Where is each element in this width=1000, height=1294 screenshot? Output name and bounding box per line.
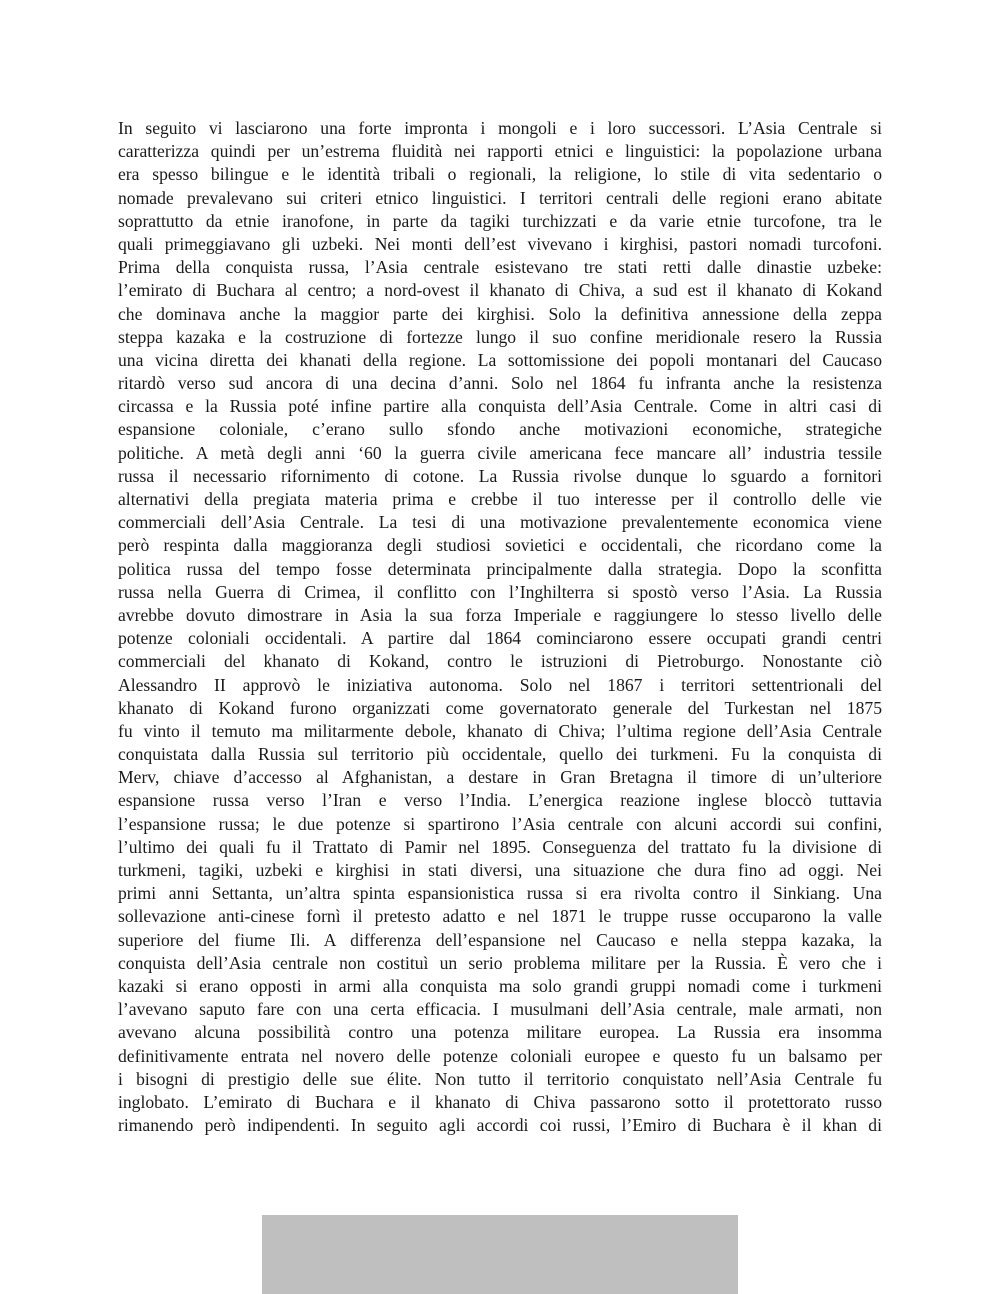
text-line: che dominava anche la maggior parte dei kirghisi. Solo la definitiva annessione della zeppa — [118, 303, 882, 324]
text-line: circassa e la Russia poté infine partire alla conquista dell’Asia Centrale. Come in altri casi di — [118, 396, 882, 417]
text-line: l’ultimo dei quali fu il Trattato di Pamir nel 1895. Conseguenza del trattato fu la divisione di — [118, 836, 882, 857]
text-line: soprattutto da etnie iranofone, in parte da tagiki turchizzati e da varie etnie turcofone, tra le — [118, 210, 882, 231]
text-line: era spesso bilingue e le identità tribali o regionali, la religione, lo stile di vita sedentario o — [118, 164, 882, 185]
footer-gray-box — [262, 1215, 738, 1294]
text-line: potenze coloniali occidentali. A partire dal 1864 cominciarono essere occupati grandi centri — [118, 628, 882, 649]
text-line: espansione coloniale, c’erano sullo sfondo anche motivazioni economiche, strategiche — [118, 419, 882, 440]
text-line: politica russa del tempo fosse determinata principalmente dalla strategia. Dopo la sconfitta — [118, 558, 882, 579]
text-line: una vicina diretta dei khanati della regione. La sottomissione dei popoli montanari del Caucaso — [118, 349, 882, 370]
body-paragraph — [118, 117, 882, 1137]
text-line: steppa kazaka e la costruzione di fortezze lungo il suo confine meridionale resero la Russia — [118, 326, 882, 347]
text-line: Merv, chiave d’accesso al Afghanistan, a destare in Gran Bretagna il timore di un’ulteriore — [118, 767, 882, 788]
text-line: caratterizza quindi per un’estrema fluidità nei rapporti etnici e linguistici: la popolazione urbana — [118, 141, 882, 162]
text-line: commerciali dell’Asia Centrale. La tesi di una motivazione prevalentemente economica viene — [118, 512, 882, 533]
text-line: russa il necessario rifornimento di cotone. La Russia rivolse dunque lo sguardo a fornitori — [118, 465, 882, 486]
text-line: conquistata dalla Russia sul territorio più occidentale, quello dei turkmeni. Fu la conquista di — [118, 744, 882, 765]
text-line: i bisogni di prestigio delle sue élite. Non tutto il territorio conquistato nell’Asia Centrale fu — [118, 1068, 882, 1089]
text-line: superiore del fiume Ili. A differenza dell’espansione nel Caucaso e nella steppa kazaka, la — [118, 929, 882, 950]
text-line: turkmeni, tagiki, uzbeki e kirghisi in stati diversi, una situazione che dura fino ad oggi. Nei — [118, 860, 882, 880]
text-line: avevano alcuna possibilità contro una potenza militare europea. La Russia era insomma — [118, 1022, 882, 1043]
text-line: conquista dell’Asia centrale non costituì un serio problema militare per la Russia. È vero che i — [118, 952, 882, 973]
text-line: l’avevano saputo fare con una certa efficacia. I musulmani dell’Asia centrale, male armati, non — [118, 999, 882, 1020]
text-line: russa nella Guerra di Crimea, il conflitto con l’Inghilterra si spostò verso l’Asia. La Russia — [118, 581, 882, 602]
text-line: l’emirato di Buchara al centro; a nord-ovest il khanato di Chiva, a sud est il khanato di Kokand — [118, 280, 882, 301]
text-line: khanato di Kokand furono organizzati come governatorato generale del Turkestan nel 1875 — [118, 697, 882, 718]
text-line: commerciali del khanato di Kokand, contro le istruzioni di Pietroburgo. Nonostante ciò — [118, 651, 882, 672]
text-line: Alessandro II approvò le iniziativa autonoma. Solo nel 1867 i territori settentrionali del — [118, 674, 882, 695]
text-line: alternativi della pregiata materia prima e crebbe il tuo interesse per il controllo delle vie — [118, 489, 882, 509]
text-line: nomade prevalevano sui criteri etnico linguistici. I territori centrali delle regioni erano abitate — [118, 187, 882, 208]
text-line: sollevazione anti-cinese fornì il pretesto adatto e nel 1871 le truppe russe occuparono la valle — [118, 906, 882, 927]
text-line: definitivamente entrata nel novero delle potenze coloniali europee e questo fu un balsamo per — [118, 1045, 882, 1066]
text-line: però respinta dalla maggioranza degli studiosi sovietici e occidentali, che ricordano come la — [118, 535, 882, 556]
text-line: ritardò verso sud ancora di una decina d’anni. Solo nel 1864 fu infranta anche la resistenza — [118, 373, 882, 394]
text-line: espansione russa verso l’Iran e verso l’India. L’energica reazione inglese bloccò tuttavia — [118, 790, 882, 811]
text-line: Prima della conquista russa, l’Asia centrale esistevano tre stati retti dalle dinastie uzbeke: — [118, 257, 882, 278]
text-line: In seguito vi lasciarono una forte impronta i mongoli e i loro successori. L’Asia Centrale si — [118, 118, 882, 138]
text-line: fu vinto il temuto ma militarmente debole, khanato di Chiva; l’ultima regione dell’Asia Centrale — [118, 720, 882, 741]
text-line: quali primeggiavano gli uzbeki. Nei monti dell’est vivevano i kirghisi, pastori nomadi turcofoni. — [118, 233, 882, 254]
text-line: primi anni Settanta, un’altra spinta espansionistica russa si era rivolta contro il Sinkiang. Una — [118, 883, 882, 904]
text-line: l’espansione russa; le due potenze si spartirono l’Asia centrale con alcuni accordi sui confini, — [118, 813, 882, 834]
text-line: rimanendo però indipendenti. In seguito agli accordi coi russi, l’Emiro di Buchara è il khan di — [118, 1115, 882, 1136]
text-line: inglobato. L’emirato di Buchara e il khanato di Chiva passarono sotto il protettorato russo — [118, 1091, 882, 1112]
text-line: politiche. A metà degli anni ‘60 la guerra civile americana fece mancare all’ industria tessile — [118, 442, 882, 463]
text-line: kazaki si erano opposti in armi alla conquista ma solo grandi gruppi nomadi come i turkmeni — [118, 975, 882, 996]
text-line: avrebbe dovuto dimostrare in Asia la sua forza Imperiale e raggiungere lo stesso livello delle — [118, 604, 882, 625]
